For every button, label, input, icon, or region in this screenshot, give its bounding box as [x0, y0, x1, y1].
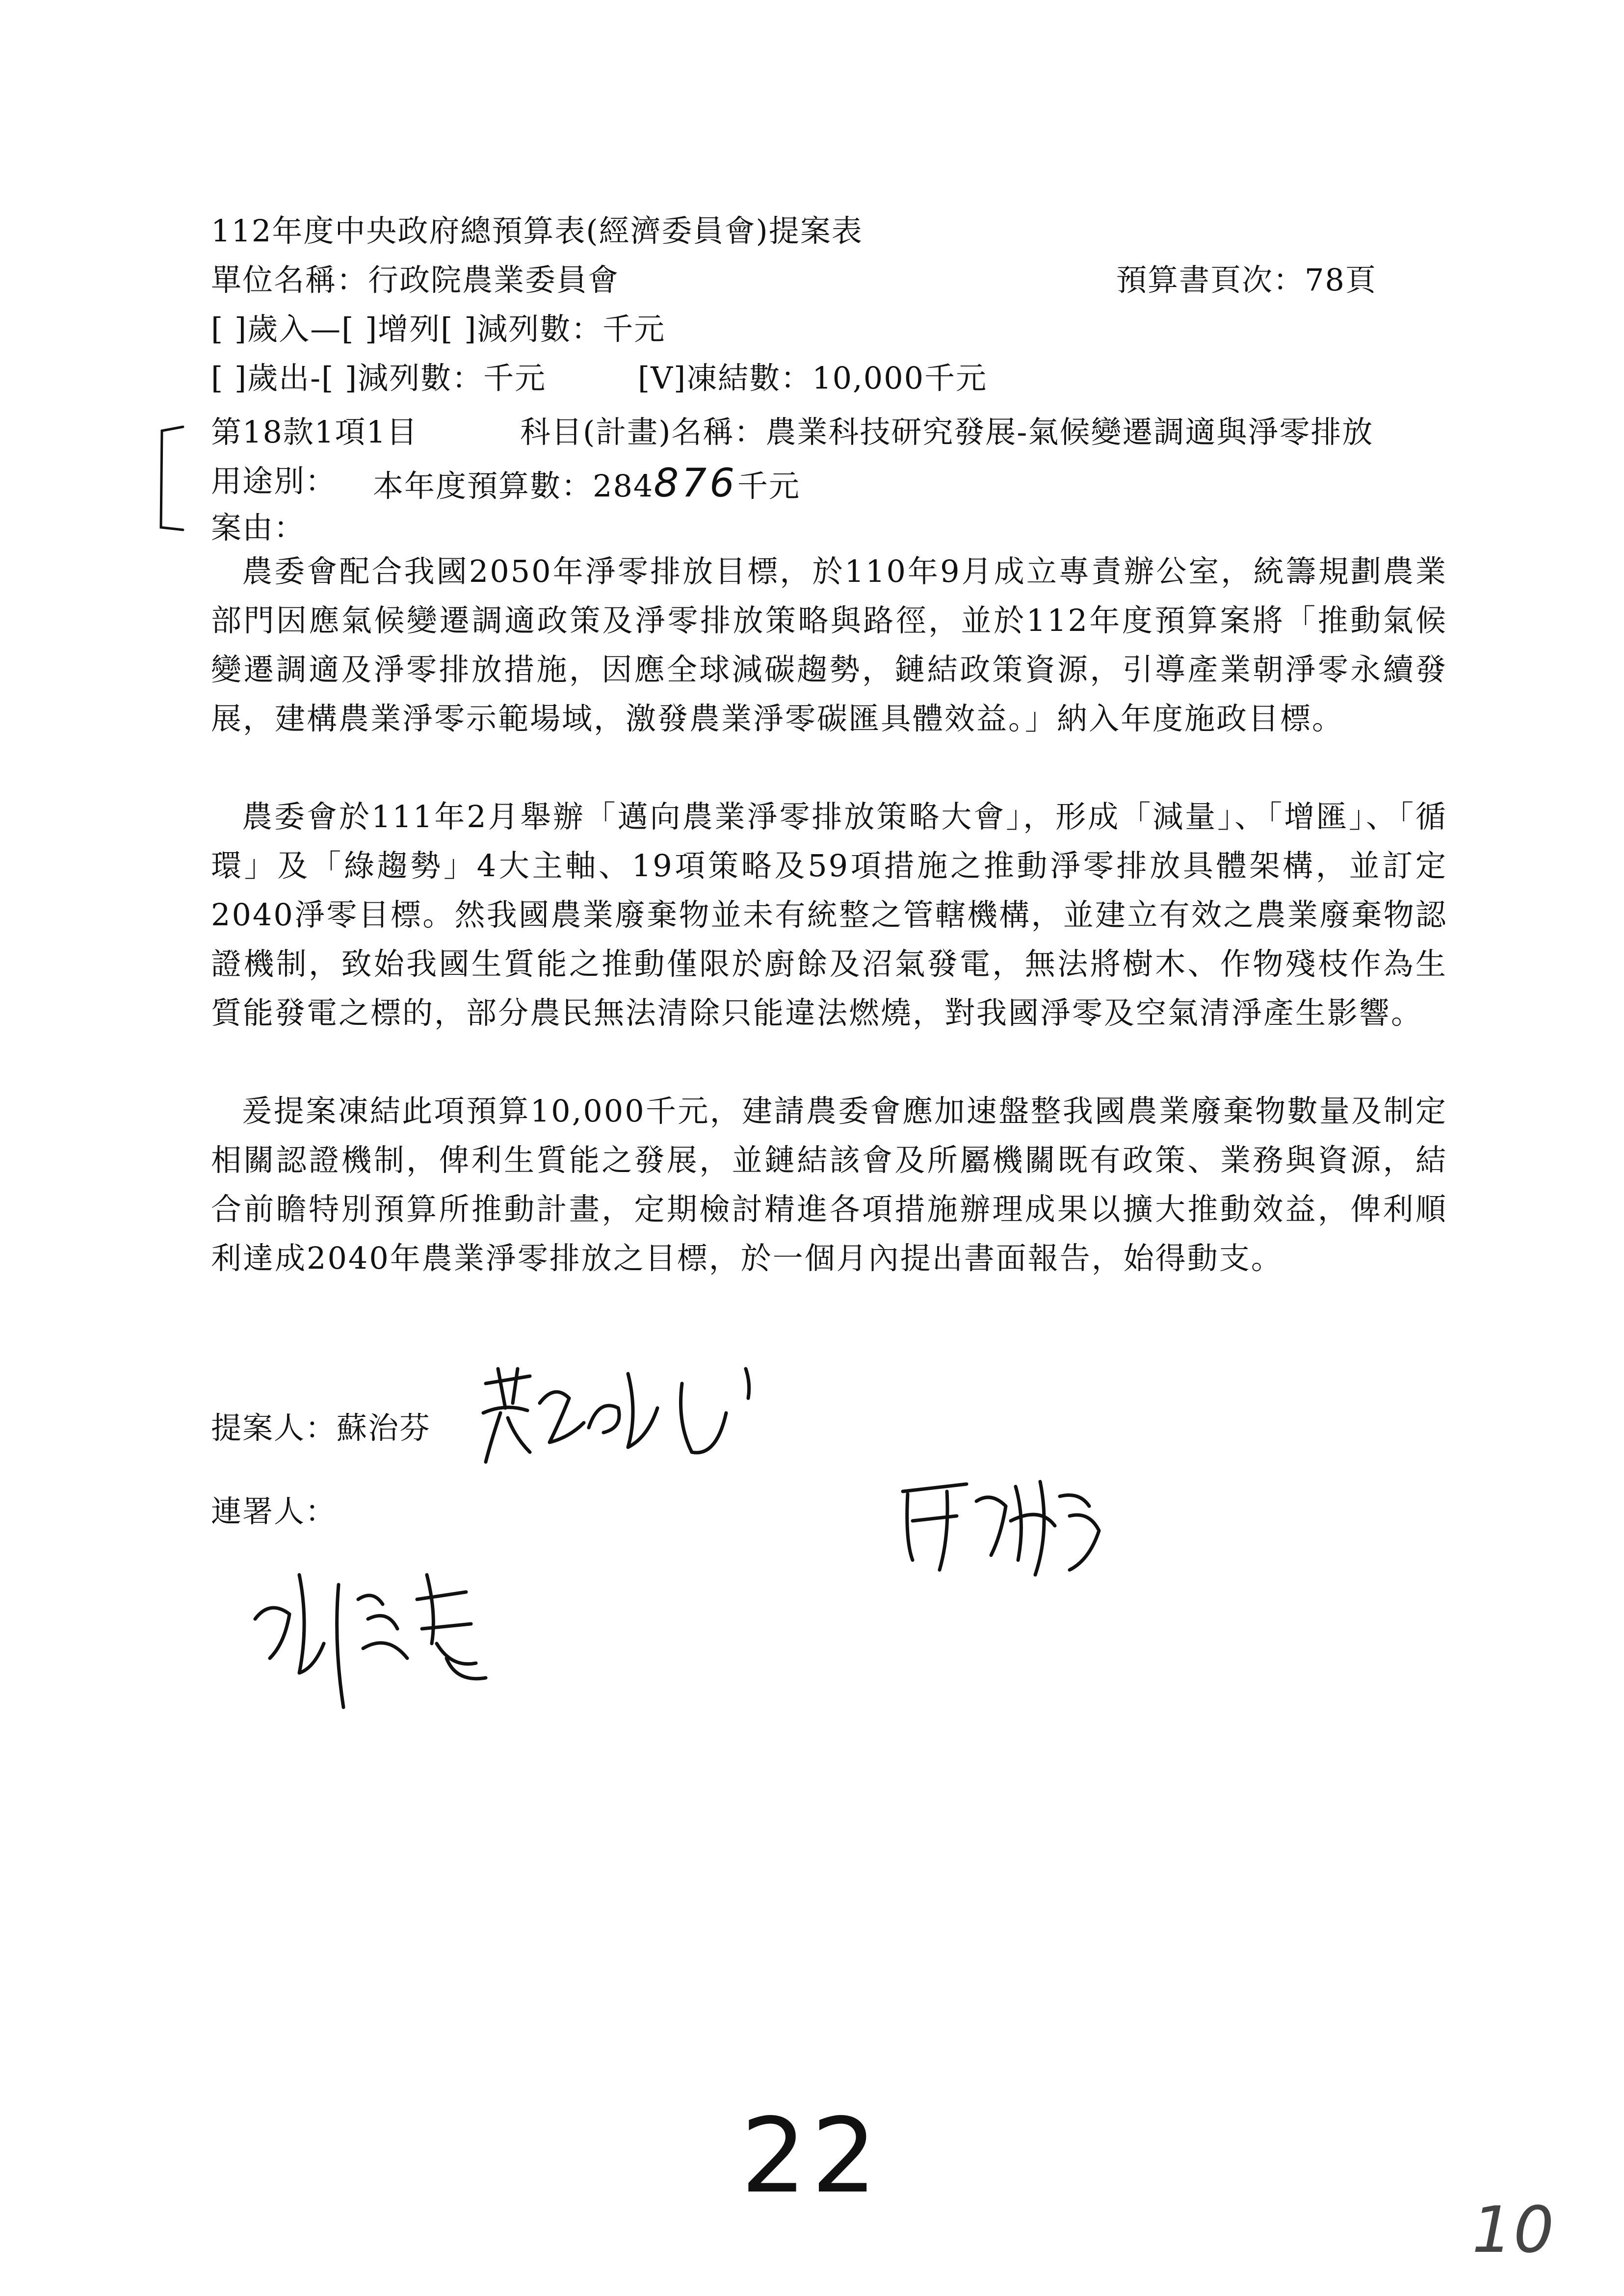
budget-handwritten: 876 [654, 460, 738, 506]
budget-suffix: 千元 [737, 468, 801, 504]
reason-label: 案由： [211, 510, 306, 546]
cosigner-label: 連署人： [211, 1493, 337, 1529]
paragraph-2 [211, 792, 1447, 1038]
unit-name: 單位名稱：行政院農業委員會 [211, 262, 620, 298]
page-number: 22 [741, 2096, 882, 2216]
expense-line: [ ]歲出-[ ]減列數：千元 [211, 360, 547, 396]
budget-prefix: 本年度預算數：284 [373, 468, 654, 504]
paragraph-1 [211, 547, 1447, 743]
paragraph-3 [211, 1087, 1447, 1283]
cosigner-signature-1 [893, 1462, 1119, 1585]
usage-label: 用途別： [211, 463, 337, 499]
budget-amount [373, 460, 801, 506]
corner-mark: 10 [1472, 2192, 1555, 2267]
bracket-mark [156, 422, 185, 535]
item-line: 第18款1項1目 [211, 414, 418, 450]
paragraph-1-text: 農委會配合我國2050年淨零排放目標，於110年9月成立專責辦公室，統籌規劃農業部門因應氣候變遷調適政策及淨零排放策略與路徑，並於112年度預算案將「推動氣候變遷調適及淨零排放措施，因應全球減碳趨勢，鏈結政策資源，引導產業朝淨零永續發展，建構農業淨零示範場域，激發農業淨零碳匯具體效益。」納入年度施政目標。 [211, 553, 1447, 736]
document-title: 112年度中央政府總預算表(經濟委員會)提案表 [211, 213, 863, 249]
budget-page-ref: 預算書頁次：78頁 [1116, 262, 1377, 298]
revenue-line: [ ]歲入—[ ]增列[ ]減列數：千元 [211, 311, 666, 347]
proposer-label: 提案人：蘇治芬 [211, 1410, 431, 1446]
freeze-amount: [V]凍結數：10,000千元 [638, 360, 988, 396]
paragraph-2-text: 農委會於111年2月舉辦「邁向農業淨零排放策略大會」，形成「減量」、「增匯」、「循環」及「綠趨勢」4大主軸、19項策略及59項措施之推動淨零排放具體架構，並訂定2040淨零目標。然我國農業廢棄物並未有統整之管轄機構，並建立有效之農業廢棄物認證機制，致始我國生質能之推動僅限於廚餘及沼氣發電，無法將樹木、作物殘枝作為生質能發電之標的，部分農民無法清除只能違法燃燒，對我國淨零及空氣清淨產生影響。 [211, 799, 1447, 1031]
subject-line: 科目(計畫)名稱：農業科技研究發展-氣候變遷調適與淨零排放 [520, 414, 1374, 450]
paragraph-3-text: 爰提案凍結此項預算10,000千元，建請農委會應加速盤整我國農業廢棄物數量及制定相關認證機制，俾利生質能之發展，並鏈結該會及所屬機關既有政策、業務與資源，結合前瞻特別預算所推動計畫，定期檢討精進各項措施辦理成果以擴大推動效益，俾利順利達成2040年農業淨零排放之目標，於一個月內提出書面報告，始得動支。 [211, 1093, 1447, 1276]
cosigner-signature-2 [240, 1545, 515, 1732]
proposer-signature [471, 1354, 814, 1477]
